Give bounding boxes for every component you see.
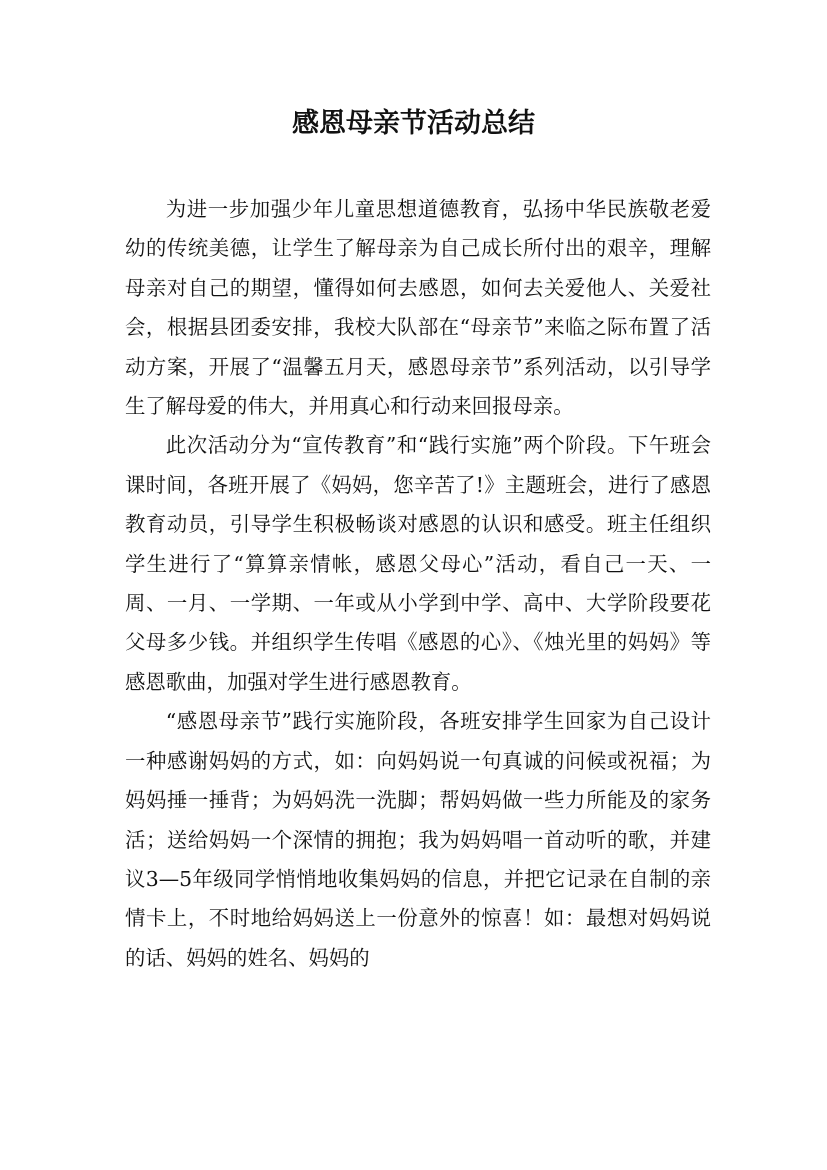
paragraph-practice: “感恩母亲节”践行实施阶段，各班安排学生回家为自己设计一种感谢妈妈的方式，如：向妈妈说一句真诚的问候或祝福；为妈妈捶一捶背；为妈妈洗一洗脚；帮妈妈做一些力所能及的家务活；送给妈妈一个深情的拥抱；我为妈妈唱一首动听的歌，并建议3—5年级同学悄悄地收集妈妈的信息，并把它记录在自制的亲情卡上，不时地给妈妈送上一份意外的惊喜！如：最想对妈妈说的话、妈妈的姓名、妈妈的 xyxy=(125,709,711,970)
document-title: 感恩母亲节活动总结 xyxy=(292,108,535,139)
paragraph-stages: 此次活动分为“宣传教育”和“践行实施”两个阶段。下午班会课时间，各班开展了《妈妈，您辛苦了!》主题班会，进行了感恩教育动员，引导学生积极畅谈对感恩的认识和感受。班主任组织学生进行了“算算亲情帐，感恩父母心”活动，看自己一天、一周、一月、一学期、一年或从小学到中学、高中、大学阶段要花父母多少钱。并组织学生传唱《感恩的心》、《烛光里的妈妈》等感恩歌曲，加强对学生进行感恩教育。 xyxy=(125,433,711,694)
paragraph-intro: 为进一步加强少年儿童思想道德教育，弘扬中华民族敬老爱幼的传统美德，让学生了解母亲为自己成长所付出的艰辛，理解母亲对自己的期望，懂得如何去感恩，如何去关爱他人、关爱社会，根据县团委安排，我校大队部在“母亲节”来临之际布置了活动方案，开展了“温馨五月天，感恩母亲节”系列活动，以引导学生了解母爱的伟大，并用真心和行动来回报母亲。 xyxy=(125,197,711,419)
document-body xyxy=(125,190,711,978)
